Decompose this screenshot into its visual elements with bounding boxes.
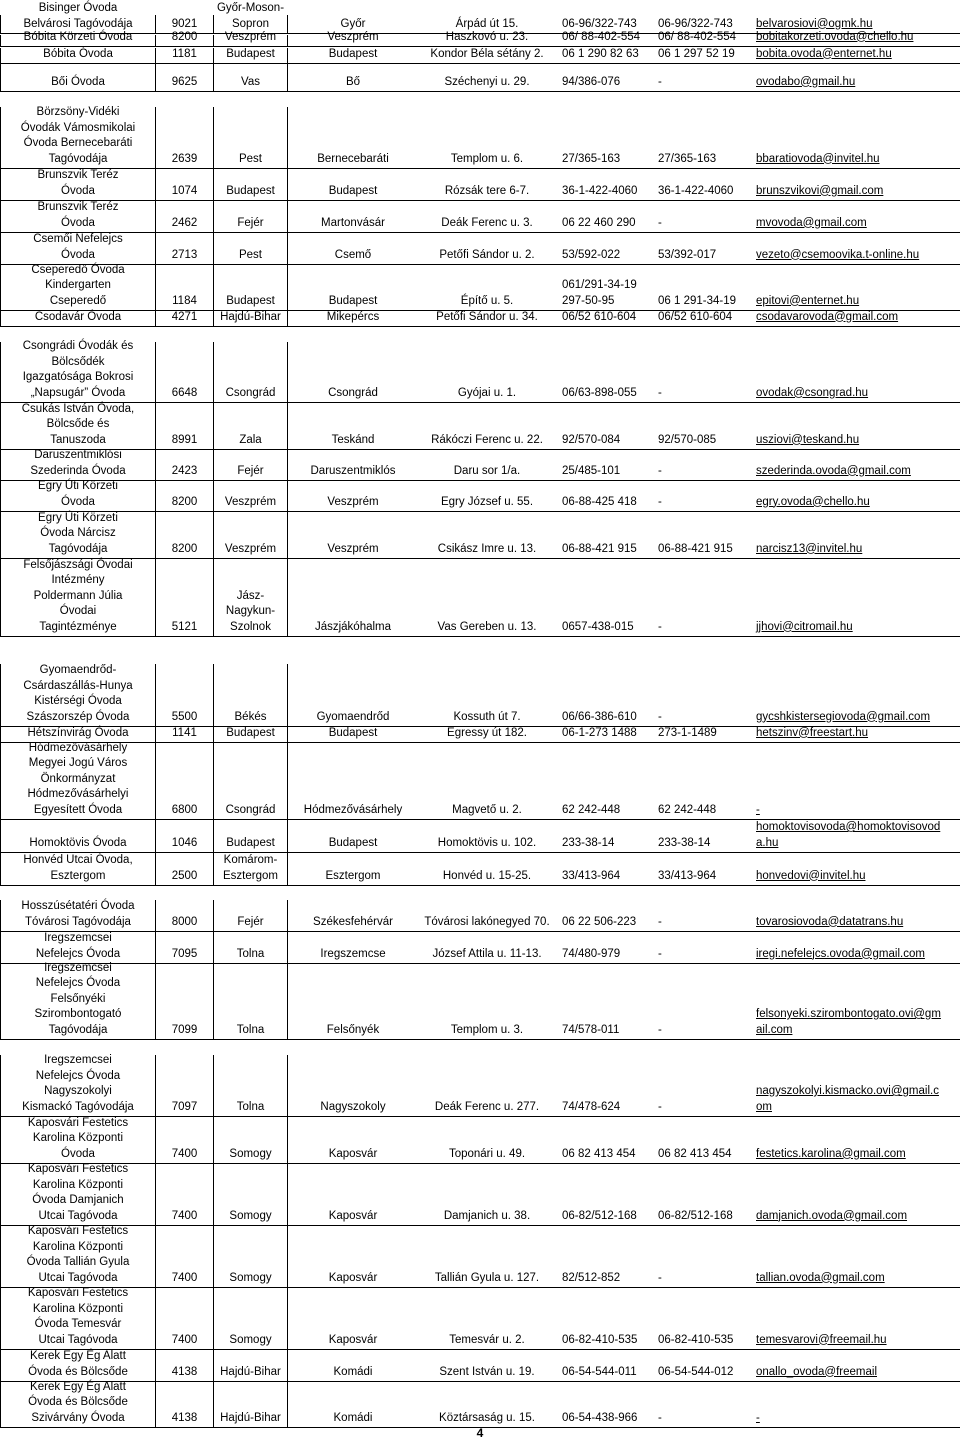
email-link[interactable]: tovarosiovoda@datatrans.hu xyxy=(756,915,904,928)
table-row xyxy=(0,1382,960,1428)
fax: - xyxy=(658,495,662,508)
table-row xyxy=(0,1350,960,1382)
fax: 92/570-085 xyxy=(658,433,717,446)
fax: - xyxy=(658,464,662,477)
city: Mikepércs xyxy=(326,310,380,323)
street-address: Szent István u. 19. xyxy=(439,1365,535,1378)
postal-code: 1181 xyxy=(156,48,214,63)
phone: 06 22 460 290 xyxy=(562,216,636,229)
city: Kaposvár xyxy=(328,1147,378,1160)
phone: 74/578-011 xyxy=(562,1023,620,1036)
email-link[interactable]: onallo_ovoda@freemail xyxy=(756,1365,877,1378)
county: Veszprém xyxy=(214,35,288,46)
county: Vas xyxy=(214,64,288,91)
postal-code: 2423 xyxy=(156,450,214,480)
phone: 74/478-624 xyxy=(562,1100,621,1113)
postal-code: 8200 xyxy=(156,481,214,511)
phone: 27/365-163 xyxy=(562,152,621,165)
table-row xyxy=(0,1164,960,1226)
institution-name: Csongrádi Óvodák és Bölcsődék Igazgatósága Bokrosi „Napsugár” Óvoda xyxy=(0,342,156,402)
county: Veszprém xyxy=(214,481,288,511)
fax: 53/392-017 xyxy=(658,248,717,261)
fax: 06 1 297 52 19 xyxy=(658,47,735,60)
county: Budapest xyxy=(214,169,288,200)
fax: 27/365-163 xyxy=(658,152,717,165)
city: Veszprém xyxy=(327,542,379,555)
street-address: Rózsák tere 6-7. xyxy=(444,184,530,197)
county: Budapest xyxy=(214,727,288,742)
county: Somogy xyxy=(214,1164,288,1225)
county: Hajdú-Bihar xyxy=(214,1382,288,1427)
street-address: Homoktövis u. 102. xyxy=(437,836,537,849)
fax: 06/52 610-604 xyxy=(658,310,733,323)
county: Komárom- Esztergom xyxy=(214,853,288,885)
postal-code: 6648 xyxy=(156,342,214,402)
county: Pest xyxy=(214,233,288,264)
city: Hódmezővásárhely xyxy=(303,803,403,816)
email-link[interactable]: bobitakorzeti.ovoda@chello.hu xyxy=(756,30,914,43)
street-address: Gyójai u. 1. xyxy=(457,386,517,399)
city: Jászjákóhalma xyxy=(314,620,392,633)
fax: - xyxy=(658,1271,662,1284)
email-link[interactable]: - xyxy=(756,1411,760,1424)
street-address: Kossuth út 7. xyxy=(453,710,521,723)
email-link[interactable]: ovodak@csongrad.hu xyxy=(756,386,869,399)
county: Pest xyxy=(214,107,288,168)
table-row xyxy=(0,664,960,727)
street-address: Tallián Gyula u. 127. xyxy=(434,1271,540,1284)
fax: 06-96/322-743 xyxy=(658,17,733,30)
institution-name: Hétszínvirág Óvoda xyxy=(0,727,156,742)
fax: 06-82-410-535 xyxy=(658,1333,734,1346)
phone: 06-54-544-011 xyxy=(562,1365,637,1378)
street-address: Petőfi Sándor u. 2. xyxy=(439,248,535,261)
fax: 62 242-448 xyxy=(658,803,717,816)
institution-name: Kaposvári Festetics Karolina Központi Óvoda Damjanich Utcai Tagóvoda xyxy=(0,1164,156,1225)
phone: 74/480-979 xyxy=(562,947,621,960)
city: Csemő xyxy=(334,248,372,261)
table-row xyxy=(0,265,960,311)
email-link[interactable]: felsonyeki.szirombontogato.ovi@gm ail.com xyxy=(756,1008,941,1036)
phone: 82/512-852 xyxy=(562,1271,621,1284)
street-address: Árpád út 15. xyxy=(455,17,519,30)
city: Kaposvár xyxy=(328,1333,378,1346)
city: Csongrád xyxy=(328,386,378,399)
email-link[interactable]: iregi.nefelejcs.ovoda@gmail.com xyxy=(756,947,925,960)
institution-name: Iregszemcsei Nefelejcs Óvoda Nagyszokolyi Kismackó Tagóvodája xyxy=(0,1055,156,1116)
street-address: Egressy út 182. xyxy=(447,726,527,739)
street-address: Vas Gereben u. 13. xyxy=(437,620,537,633)
county: Fejér xyxy=(214,450,288,480)
city: Bő xyxy=(345,75,361,88)
institution-name: Homoktövis Óvoda xyxy=(0,820,156,852)
institution-name: Felsőjászsági Óvodai Intézmény Poldermann Júlia Óvodai Tagintézménye xyxy=(0,559,156,636)
email-link[interactable]: narcisz13@invitel.hu xyxy=(756,542,863,555)
postal-code: 7400 xyxy=(156,1288,214,1349)
email-link[interactable]: brunszvikovi@gmail.com xyxy=(756,184,884,197)
postal-code: 8000 xyxy=(156,900,214,931)
institution-name: Hódmezővásárhely Megyei Jogú Város Önkormányzat Hódmezővásárhelyi Egyesített Óvoda xyxy=(0,743,156,819)
institution-name: Csukás István Óvoda, Bölcsőde és Tanuszoda xyxy=(0,403,156,449)
city: Felsőnyék xyxy=(326,1023,380,1036)
street-address: Toponári u. 49. xyxy=(448,1147,526,1160)
institution-name: Kaposvári Festetics Karolina Központi Óvoda xyxy=(0,1117,156,1163)
phone: 06-88-421 915 xyxy=(562,542,637,555)
street-address: Magvető u. 2. xyxy=(452,803,522,816)
email-link[interactable]: usziovi@teskand.hu xyxy=(756,433,860,446)
table-row xyxy=(0,1288,960,1350)
street-address: Egry József u. 55. xyxy=(440,495,534,508)
email-link[interactable]: honvedovi@invitel.hu xyxy=(756,869,866,882)
street-address: Honvéd u. 15-25. xyxy=(442,869,532,882)
table-row xyxy=(0,900,960,932)
county: Tolna xyxy=(214,964,288,1039)
table-row xyxy=(0,201,960,233)
street-address: Damjanich u. 38. xyxy=(443,1209,531,1222)
county: Budapest xyxy=(214,820,288,852)
phone: 33/413-964 xyxy=(562,869,621,882)
fax: 233-38-14 xyxy=(658,836,711,849)
institution-name: Csodavár Óvoda xyxy=(0,311,156,326)
email-link[interactable]: gycshkistersegiovoda@gmail.com xyxy=(756,710,931,723)
fax: 06 82 413 454 xyxy=(658,1147,732,1160)
street-address: Templom u. 6. xyxy=(450,152,524,165)
institution-name: Bői Óvoda xyxy=(0,64,156,91)
city: Budapest xyxy=(328,836,378,849)
postal-code: 7400 xyxy=(156,1226,214,1287)
phone: 06 22 506-223 xyxy=(562,915,637,928)
institution-name: Kerek Egy Ég Alatt Óvoda és Bölcsőde Szivárvány Óvoda xyxy=(0,1382,156,1427)
email-link[interactable]: nagyszokolyi.kismacko.ovi@gmail.c om xyxy=(756,1085,939,1113)
postal-code: 8200 xyxy=(156,35,214,46)
postal-code: 7099 xyxy=(156,964,214,1039)
table-row xyxy=(0,450,960,481)
email-link[interactable]: festetics.karolina@gmail.com xyxy=(756,1147,906,1160)
fax: - xyxy=(658,1023,662,1036)
city: Veszprém xyxy=(327,495,379,508)
phone: 06-88-425 418 xyxy=(562,495,637,508)
city: Komádi xyxy=(333,1365,373,1378)
page-number: 4 xyxy=(476,1426,484,1440)
street-address: Daru sor 1/a. xyxy=(453,464,521,477)
table-row xyxy=(0,1226,960,1288)
phone: 53/592-022 xyxy=(562,248,621,261)
institution-name: Gyomaendrőd- Csárdaszállás-Hunya Kistérségi Óvoda Szászorszép Óvoda xyxy=(0,664,156,726)
email-link[interactable]: jjhovi@citromail.hu xyxy=(756,620,853,633)
postal-code: 1074 xyxy=(156,169,214,200)
postal-code: 8991 xyxy=(156,403,214,449)
fax: 06/ 88-402-554 xyxy=(658,30,737,43)
street-address: Köztársaság u. 15. xyxy=(439,1411,535,1424)
phone: 06/63-898-055 xyxy=(562,386,637,399)
street-address: Deák Ferenc u. 3. xyxy=(441,216,533,229)
county: Budapest xyxy=(214,265,288,310)
fax: - xyxy=(658,1411,662,1424)
postal-code: 1184 xyxy=(156,265,214,310)
institution-name: Kaposvári Festetics Karolina Központi Óvoda Temesvár Utcai Tagóvoda xyxy=(0,1288,156,1349)
street-address: Építő u. 5. xyxy=(460,294,514,307)
email-link[interactable]: vezeto@csemoovika.t-online.hu xyxy=(756,248,920,261)
institution-name: Iregszemcsei Nefelejcs Óvoda xyxy=(0,932,156,963)
fax: 06-54-544-012 xyxy=(658,1365,734,1378)
fax: 36-1-422-4060 xyxy=(658,184,734,197)
phone: 06 82 413 454 xyxy=(562,1147,636,1160)
postal-code: 2713 xyxy=(156,233,214,264)
table-row xyxy=(0,559,960,637)
table-row xyxy=(0,233,960,265)
fax: - xyxy=(658,386,662,399)
phone: 06-82-410-535 xyxy=(562,1333,638,1346)
email-link[interactable]: csodavarovoda@gmail.com xyxy=(756,310,899,323)
street-address: Kondor Béla sétány 2. xyxy=(430,47,544,60)
county: Fejér xyxy=(214,900,288,931)
institution-name: Börzsöny-Vidéki Óvodák Vámosmikolai Óvoda Bernecebaráti Tagóvodája xyxy=(0,107,156,168)
city: Komádi xyxy=(333,1411,373,1424)
postal-code: 5500 xyxy=(156,664,214,726)
city: Veszprém xyxy=(327,30,379,43)
table-row xyxy=(0,403,960,450)
institution-name: Hosszúsétatéri Óvoda Tóvárosi Tagóvodája xyxy=(0,900,156,931)
table-row xyxy=(0,853,960,886)
email-link[interactable]: ovodabo@gmail.hu xyxy=(756,75,856,88)
street-address: Haszkovó u. 23. xyxy=(445,30,529,43)
street-address: Tóvárosi lakónegyed 70. xyxy=(424,915,550,928)
city: Budapest xyxy=(328,184,378,197)
phone: 06-54-438-966 xyxy=(562,1411,638,1424)
email-link[interactable]: egry.ovoda@chello.hu xyxy=(756,495,870,508)
table-row xyxy=(0,961,960,1040)
email-link[interactable]: hetszinv@freestart.hu xyxy=(756,726,869,739)
postal-code: 9625 xyxy=(156,64,214,91)
email-link[interactable]: - xyxy=(756,803,760,816)
postal-code: 1046 xyxy=(156,820,214,852)
city: Budapest xyxy=(328,294,378,307)
table-row xyxy=(0,1055,960,1117)
postal-code: 2500 xyxy=(156,853,214,885)
fax: 273-1-1489 xyxy=(658,726,717,739)
institution-name: Bóbita Körzeti Óvoda xyxy=(0,35,156,46)
table-row xyxy=(0,727,960,743)
street-address: Petőfi Sándor u. 34. xyxy=(436,310,538,323)
institution-name: Cseperedő Óvoda Kindergarten Cseperedő xyxy=(0,265,156,310)
table-row xyxy=(0,932,960,964)
city: Daruszentmiklós xyxy=(310,464,396,477)
postal-code: 6800 xyxy=(156,743,214,819)
county: Fejér xyxy=(214,201,288,232)
phone: 94/386-076 xyxy=(562,75,621,88)
postal-code: 2462 xyxy=(156,201,214,232)
city: Iregszemcse xyxy=(320,947,386,960)
county: Csongrád xyxy=(214,743,288,819)
fax: - xyxy=(658,620,662,633)
email-link[interactable]: tallian.ovoda@gmail.com xyxy=(756,1271,885,1284)
email-link[interactable]: temesvarovi@freemail.hu xyxy=(756,1333,887,1346)
postal-code: 9021 xyxy=(156,15,214,33)
county: Hajdú-Bihar xyxy=(214,1350,288,1381)
table-row xyxy=(0,107,960,169)
email-link[interactable]: epitovi@enternet.hu xyxy=(756,294,860,307)
table-row xyxy=(0,30,960,47)
city: Bernecebaráti xyxy=(317,152,389,165)
phone: 061/291-34-19 297-50-95 xyxy=(562,279,637,307)
city: Kaposvár xyxy=(328,1271,378,1284)
phone: 06-96/322-743 xyxy=(562,17,637,30)
postal-code: 2639 xyxy=(156,107,214,168)
county: Jász- Nagykun- Szolnok xyxy=(214,559,288,636)
phone: 92/570-084 xyxy=(562,433,621,446)
institution-name: Egry Úti Körzeti Óvoda Nárcisz Tagóvodája xyxy=(0,512,156,558)
county: Hajdú-Bihar xyxy=(214,311,288,326)
city: Budapest xyxy=(328,726,378,739)
postal-code: 7400 xyxy=(156,1117,214,1163)
street-address: József Attila u. 11-13. xyxy=(432,947,542,960)
street-address: Csikász Imre u. 13. xyxy=(437,542,537,555)
street-address: Deák Ferenc u. 277. xyxy=(434,1100,540,1113)
table-row xyxy=(0,481,960,512)
postal-code: 8200 xyxy=(156,512,214,558)
table-row xyxy=(0,820,960,853)
email-link[interactable]: belvarosiovi@ogmk.hu xyxy=(756,17,873,30)
phone: 233-38-14 xyxy=(562,836,615,849)
phone: 62 242-448 xyxy=(562,803,621,816)
county: Tolna xyxy=(214,932,288,963)
email-link[interactable]: bobita.ovoda@enternet.hu xyxy=(756,47,892,60)
county: Somogy xyxy=(214,1226,288,1287)
city: Teskánd xyxy=(331,433,375,446)
table-row xyxy=(0,311,960,327)
street-address: Temesvár u. 2. xyxy=(449,1333,525,1346)
table-row xyxy=(0,512,960,559)
city: Nagyszokoly xyxy=(320,1100,386,1113)
phone: 0657-438-015 xyxy=(562,620,634,633)
institution-name: Daruszentmiklósi Szederinda Óvoda xyxy=(0,450,156,480)
county: Somogy xyxy=(214,1288,288,1349)
phone: 06/ 88-402-554 xyxy=(562,30,641,43)
fax: - xyxy=(658,710,662,723)
table-row xyxy=(0,169,960,201)
phone: 06-82/512-168 xyxy=(562,1209,637,1222)
county: Békés xyxy=(214,664,288,726)
postal-code: 7097 xyxy=(156,1055,214,1116)
city: Budapest xyxy=(328,47,378,60)
institution-name: Honvéd Utcai Óvoda, Esztergom xyxy=(0,853,156,885)
institution-name: Iregszemcsei Nefelejcs Óvoda Felsőnyéki Szirombontogató Tagóvodája xyxy=(0,964,156,1039)
fax: - xyxy=(658,947,662,960)
postal-code: 7400 xyxy=(156,1164,214,1225)
institution-name: Bisinger Óvoda Belvárosi Tagóvodája xyxy=(0,15,156,33)
fax: 06-88-421 915 xyxy=(658,542,733,555)
institution-name: Kerek Egy Ég Alatt Óvoda és Bölcsőde xyxy=(0,1350,156,1381)
phone: 06 1 290 82 63 xyxy=(562,47,639,60)
city: Martonvásár xyxy=(321,216,385,229)
street-address: Templom u. 3. xyxy=(450,1023,524,1036)
county: Győr-Moson- Sopron xyxy=(214,15,288,33)
postal-code: 4271 xyxy=(156,311,214,326)
email-link[interactable]: homoktovisovoda@homoktovisovod a.hu xyxy=(756,821,941,849)
street-address: Rákóczi Ferenc u. 22. xyxy=(431,433,543,446)
fax: - xyxy=(658,216,662,229)
institution-name: Csemői Nefelejcs Óvoda xyxy=(0,233,156,264)
fax: - xyxy=(658,915,662,928)
fax: 06 1 291-34-19 xyxy=(658,294,737,307)
postal-code: 7095 xyxy=(156,932,214,963)
email-link[interactable]: szederinda.ovoda@gmail.com xyxy=(756,464,911,477)
city: Esztergom xyxy=(325,869,381,882)
county: Tolna xyxy=(214,1055,288,1116)
email-link[interactable]: bbaratiovoda@invitel.hu xyxy=(756,152,880,165)
phone: 06/52 610-604 xyxy=(562,310,637,323)
fax: 33/413-964 xyxy=(658,869,717,882)
county: Veszprém xyxy=(214,512,288,558)
institution-name: Egry Úti Körzeti Óvoda xyxy=(0,481,156,511)
phone: 06-1-273 1488 xyxy=(562,726,637,739)
institution-name: Kaposvári Festetics Karolina Központi Óvoda Tallián Gyula Utcai Tagóvoda xyxy=(0,1226,156,1287)
city: Kaposvár xyxy=(328,1209,378,1222)
county: Somogy xyxy=(214,1117,288,1163)
city: Győr xyxy=(340,17,366,30)
table-row xyxy=(0,342,960,403)
fax: - xyxy=(658,1100,662,1113)
county: Zala xyxy=(214,403,288,449)
email-link[interactable]: damjanich.ovoda@gmail.com xyxy=(756,1209,908,1222)
phone: 06/66-386-610 xyxy=(562,710,637,723)
street-address: Széchenyi u. 29. xyxy=(444,75,530,88)
institution-name: Brunszvik Teréz Óvoda xyxy=(0,169,156,200)
postal-code: 5121 xyxy=(156,559,214,636)
postal-code: 1141 xyxy=(156,727,214,742)
county: Budapest xyxy=(214,48,288,63)
fax: 06-82/512-168 xyxy=(658,1209,733,1222)
table-row xyxy=(0,743,960,820)
institution-name: Bóbita Óvoda xyxy=(0,48,156,63)
table-row xyxy=(0,48,960,64)
postal-code: 4138 xyxy=(156,1350,214,1381)
institution-name: Brunszvik Teréz Óvoda xyxy=(0,201,156,232)
city: Gyomaendrőd xyxy=(316,710,390,723)
city: Székesfehérvár xyxy=(313,915,393,928)
postal-code: 4138 xyxy=(156,1382,214,1427)
fax: - xyxy=(658,75,662,88)
table-row xyxy=(0,64,960,92)
phone: 36-1-422-4060 xyxy=(562,184,638,197)
phone: 25/485-101 xyxy=(562,464,621,477)
table-row xyxy=(0,1117,960,1164)
email-link[interactable]: mvovoda@gmail.com xyxy=(756,216,867,229)
county: Csongrád xyxy=(214,342,288,402)
